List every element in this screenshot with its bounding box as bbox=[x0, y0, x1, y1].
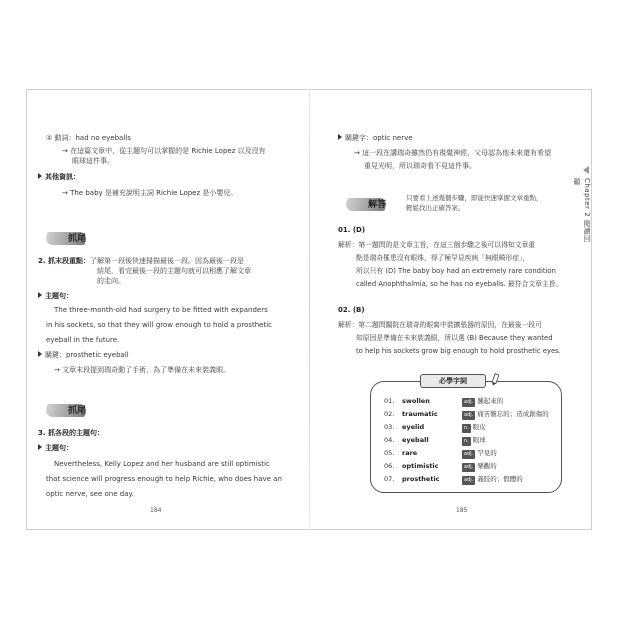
chapter-tab: Chapter 2 閱讀回顧 bbox=[573, 178, 591, 243]
step-heading: 3. 抓各段的主題句： bbox=[38, 429, 104, 437]
text-line: → 文章末段提到瑞奇動了手術，為了準備在未來裝義眼。 bbox=[54, 366, 231, 374]
text-line: 眼球這件事。 bbox=[72, 157, 114, 165]
english-line: The three-month-old had surgery to be fitted with expanders bbox=[54, 306, 268, 314]
section-banner bbox=[46, 401, 106, 419]
answer-2 bbox=[338, 305, 578, 356]
right-section-1 bbox=[338, 133, 578, 171]
subheading: 關鍵：prosthetic eyeball bbox=[38, 350, 293, 360]
english-line: Nevertheless, Kelly Lopez and her husband are still optimistic bbox=[54, 460, 270, 468]
pencil-icon bbox=[490, 373, 500, 387]
subheading: 主題句： bbox=[38, 291, 293, 301]
english-line: optic nerve, see one day. bbox=[46, 490, 134, 498]
left-section-1 bbox=[46, 133, 266, 198]
analysis-line: 解析：第二題問醫院在瑞奇的眼窩中裝擴張器的原因，在最後一段可 bbox=[338, 321, 542, 329]
vocab-item: 06. optimistic adj. 樂觀的 bbox=[384, 462, 497, 470]
bullet-triangle-icon bbox=[38, 173, 42, 179]
text-line: 重見光明，所以瑞奇看不見這件事。 bbox=[364, 162, 476, 170]
book-gutter bbox=[309, 89, 310, 530]
vocab-item: 01. swollen adj. 腫起來的 bbox=[384, 397, 504, 405]
vocab-title: 必學字詞 bbox=[420, 374, 486, 388]
english-line: in his sockets, so that they will grow enough to hold a prosthetic bbox=[46, 321, 273, 329]
bullet-triangle-icon bbox=[38, 351, 42, 357]
text-line: 結尾，看完最後一段的主題句就可以相應了解文章 bbox=[97, 267, 251, 275]
vocab-item: 07. prosthetic adj. 義肢的；假體的 bbox=[384, 475, 523, 483]
chapter-tab-arrow-icon bbox=[583, 166, 589, 174]
section-banner bbox=[46, 229, 106, 247]
page-number: 185 bbox=[456, 507, 468, 514]
banner-label: 抓尾 bbox=[68, 234, 87, 244]
english-line: that science will progress enough to help Richie, who does have an bbox=[46, 475, 282, 483]
english-line: eyeball in the future. bbox=[46, 336, 120, 344]
vocab-item: 04. eyeball n. 眼球 bbox=[384, 436, 486, 444]
text-line: → The baby 是補充說明主詞 Richie Lopez 是小嬰兒。 bbox=[62, 189, 238, 197]
banner-label: 抓尾 bbox=[68, 406, 87, 416]
note-line: 輕鬆找出正確答案。 bbox=[406, 204, 465, 212]
verb-line: ② 動詞：had no eyeballs bbox=[46, 134, 131, 142]
bullet-triangle-icon bbox=[38, 292, 42, 298]
analysis-line: 解析：第一題問的是文章主旨，在這三個步驟之後可以得知文章重 bbox=[338, 241, 536, 249]
text-line: → 在這篇文章中，從主題句可以掌握的是 Richie Lopez 以及沒有 bbox=[62, 147, 266, 155]
answer-number: 02. (B) bbox=[338, 306, 365, 314]
vocab-item: 03. eyelid n. 眼皮 bbox=[384, 423, 486, 431]
subheading: 主題句： bbox=[38, 443, 293, 453]
analysis-line: called Anophthalmia, so he has no eyeballs. 最符合文章主旨。 bbox=[356, 280, 563, 288]
subheading: 其他資訊： bbox=[38, 172, 266, 182]
analysis-line: 點是瑞奇罹患沒有眼珠，得了極罕見疾病「無眼畸形症」， bbox=[356, 254, 530, 262]
step-heading: 2. 抓末段重點： bbox=[38, 257, 90, 265]
text-line: 的走向。 bbox=[97, 277, 125, 285]
left-section-2 bbox=[38, 256, 293, 375]
text-line: → 這一段在講瑞奇雖然仍有視覺神經，父母認為他未來還有希望 bbox=[354, 149, 552, 157]
banner-label: 解答 bbox=[368, 200, 387, 210]
note-line: 只要看上述幾個步驟，即能快速掌握文章重點， bbox=[406, 194, 543, 202]
vocab-item: 05. rare adj. 罕見的 bbox=[384, 449, 497, 457]
subheading: 關鍵字：optic nerve bbox=[338, 133, 578, 143]
answer-1 bbox=[338, 225, 578, 289]
bullet-triangle-icon bbox=[38, 444, 42, 450]
text-line: 了解第一段後快速掃描最後一段。因為最後一段是 bbox=[89, 257, 244, 265]
page-number: 184 bbox=[150, 507, 162, 514]
analysis-line: 知原因是準備在未來裝義眼，所以選 (B) Because they wanted bbox=[356, 334, 553, 342]
left-section-3 bbox=[38, 428, 293, 499]
answer-banner bbox=[346, 195, 406, 213]
bullet-triangle-icon bbox=[338, 134, 342, 140]
analysis-line: 所以只有 (D) The baby boy had an extremely rare condition bbox=[356, 267, 556, 275]
answer-number: 01. (D) bbox=[338, 226, 366, 234]
answer-note bbox=[406, 193, 576, 213]
analysis-line: to help his sockets grow big enough to hold prosthetic eyes. bbox=[356, 347, 561, 355]
vocab-item: 02. traumatic adj. 痛苦難忘的；造成創傷的 bbox=[384, 410, 549, 418]
